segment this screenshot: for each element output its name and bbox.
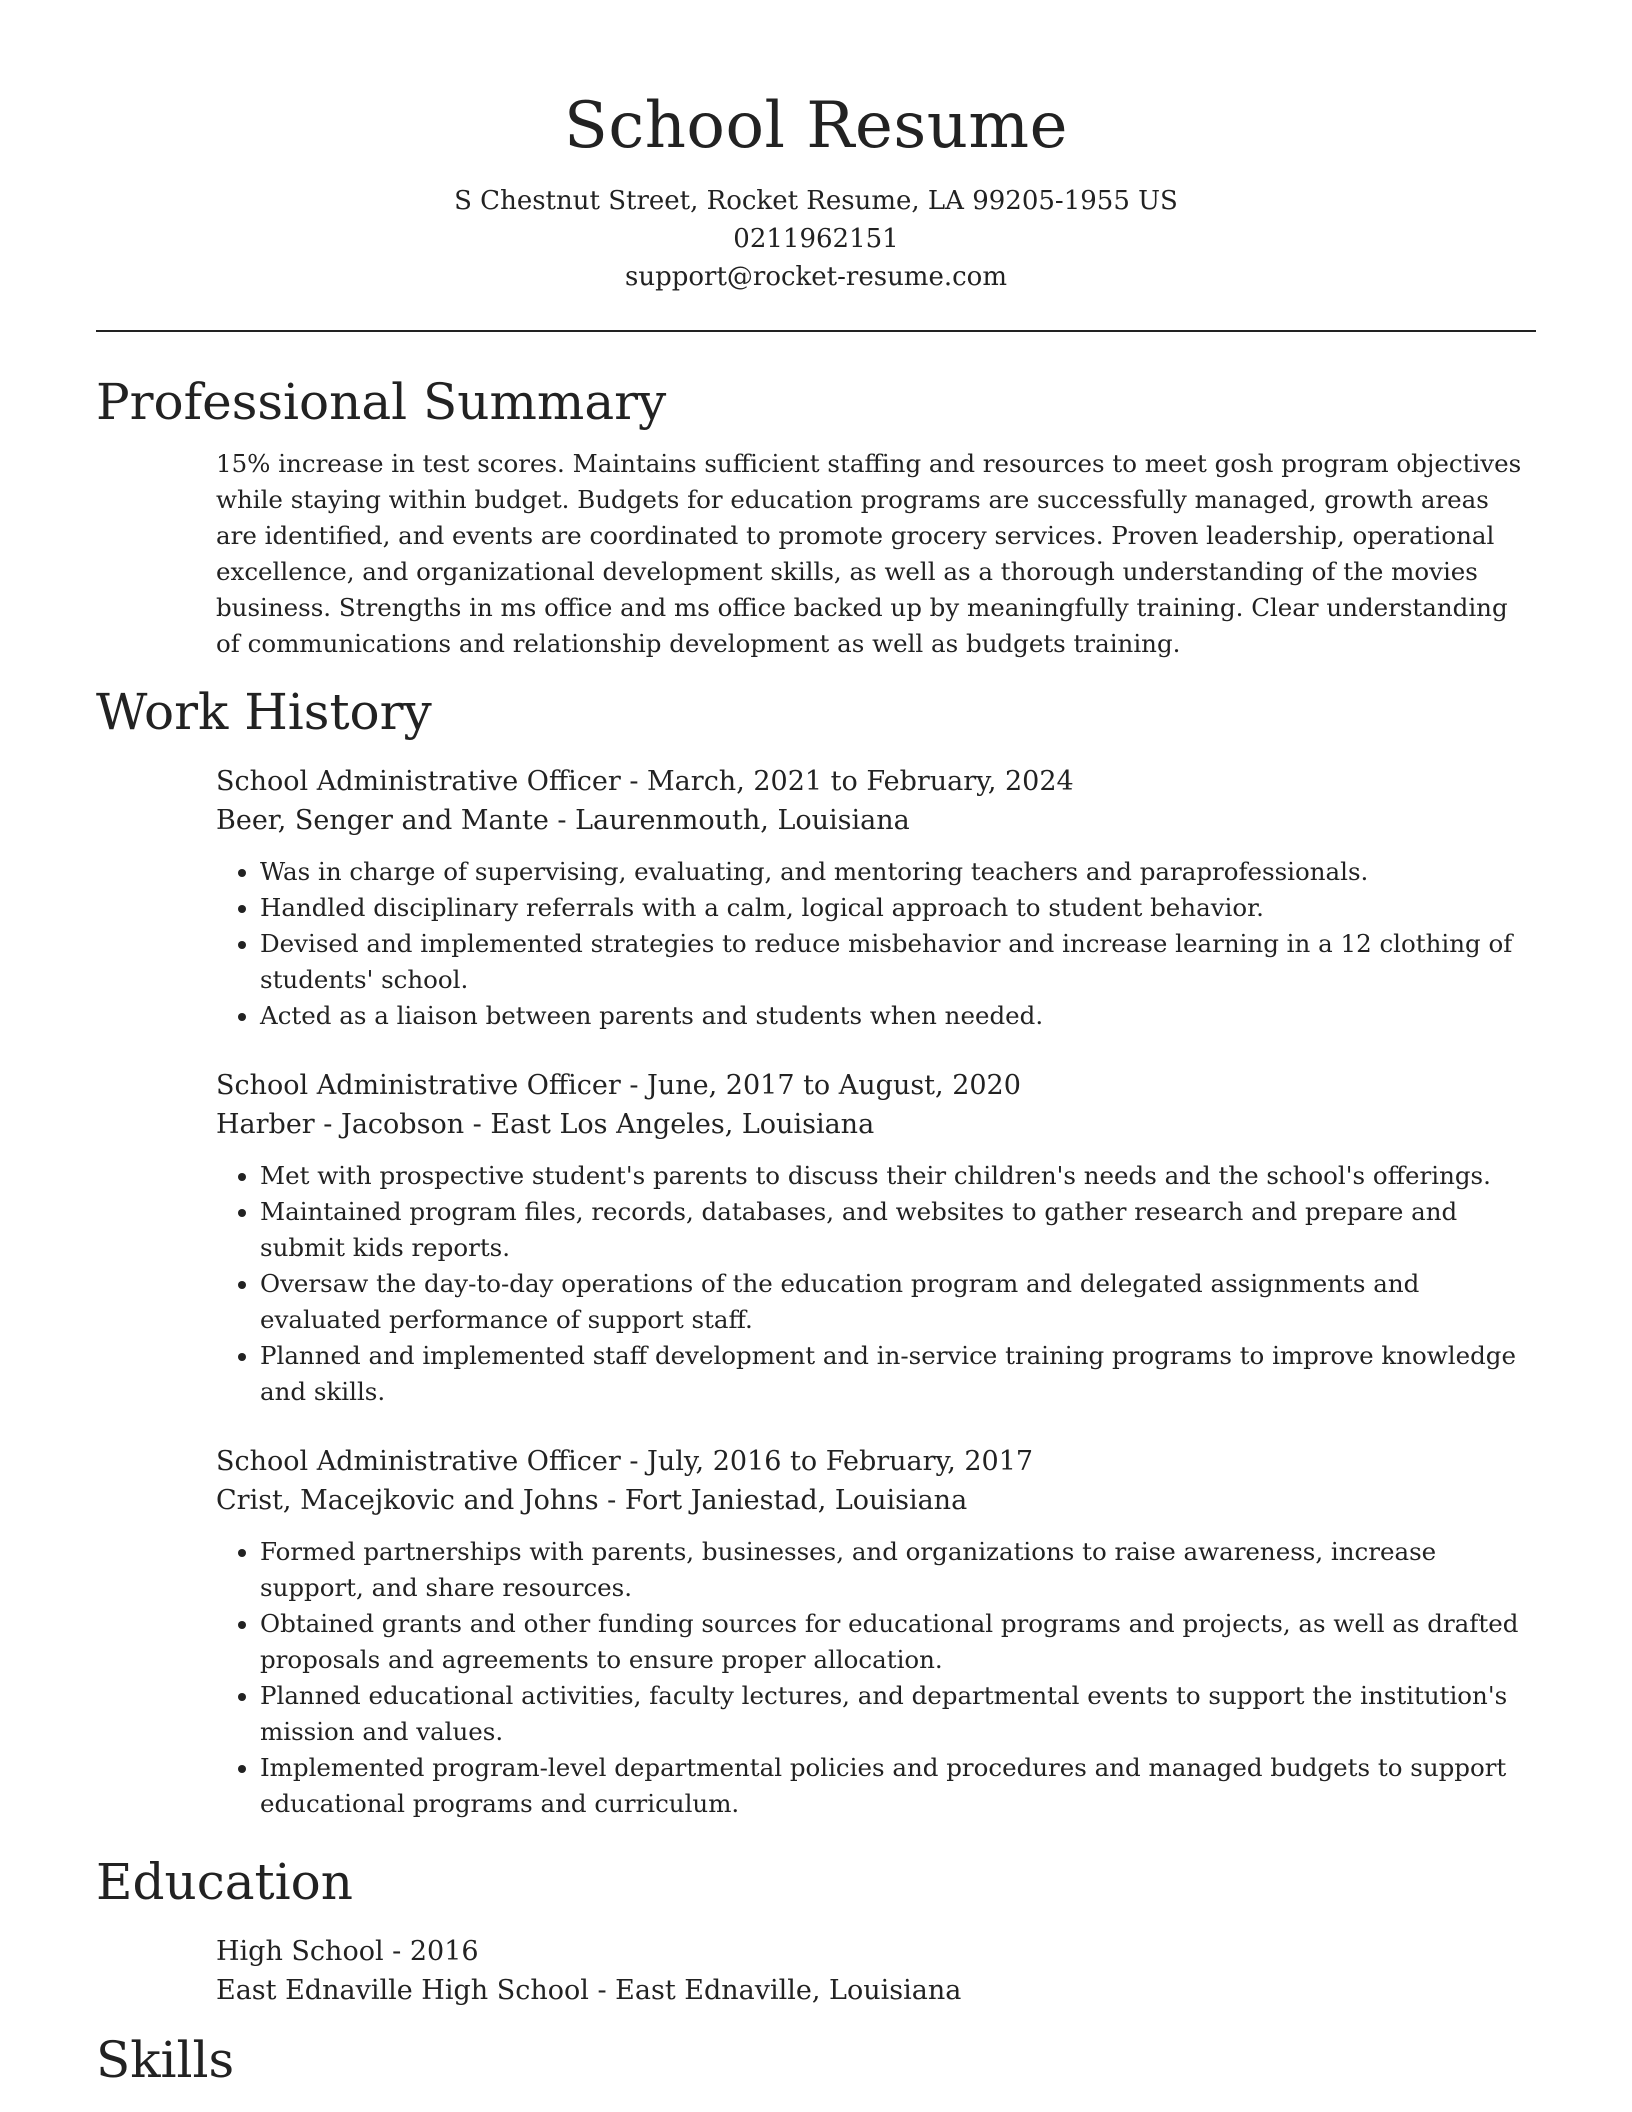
summary-body <box>216 446 1534 662</box>
job-role-line: School Administrative Officer - July, 2016 to February, 2017 <box>216 1446 1034 1477</box>
education-body <box>216 1932 1534 2010</box>
job-entry <box>216 762 1534 1034</box>
job-role-line: School Administrative Officer - June, 2017 to August, 2020 <box>216 1070 1021 1101</box>
skills-heading: Skills <box>96 2031 235 2089</box>
job-entry <box>216 1066 1534 1410</box>
job-bullet: • Met with prospective student's parents to discuss their children's needs and the school's offerings. <box>260 1158 1534 1194</box>
job-bullet: • Formed partnerships with parents, businesses, and organizations to raise awareness, increase support, and share resources. <box>260 1534 1534 1606</box>
job-bullet: • Acted as a liaison between parents and students when needed. <box>260 998 1534 1034</box>
resume-name: School Resume <box>564 89 1068 163</box>
contact-address: S Chestnut Street, Rocket Resume, LA 99205-1955 US <box>454 186 1178 216</box>
education-section <box>96 1850 1536 2010</box>
resume-header <box>96 0 1536 296</box>
job-bullet-list <box>216 1534 1534 1822</box>
job-company-line: Crist, Macejkovic and Johns - Fort Janiestad, Louisiana <box>216 1485 968 1516</box>
job-bullet-list <box>216 854 1534 1034</box>
job-bullet: • Maintained program files, records, databases, and websites to gather research and prepare and submit kids reports. <box>260 1194 1534 1266</box>
education-degree-line: High School - 2016 <box>216 1936 479 1967</box>
job-bullet: • Handled disciplinary referrals with a calm, logical approach to student behavior. <box>260 890 1534 926</box>
job-bullet: • Planned and implemented staff development and in-service training programs to improve knowledge and skills. <box>260 1338 1534 1410</box>
job-bullet: • Obtained grants and other funding sources for educational programs and projects, as well as drafted proposals and agreements to ensure proper allocation. <box>260 1606 1534 1678</box>
contact-email: support@rocket-resume.com <box>624 262 1007 292</box>
job-company-line: Beer, Senger and Mante - Laurenmouth, Louisiana <box>216 805 910 836</box>
work-history-heading: Work History <box>96 683 432 741</box>
resume-page <box>96 0 1536 2092</box>
job-bullet: • Devised and implemented strategies to reduce misbehavior and increase learning in a 12 clothing of students' school. <box>260 926 1534 998</box>
job-company-line: Harber - Jacobson - East Los Angeles, Louisiana <box>216 1109 875 1140</box>
summary-heading: Professional Summary <box>96 373 667 431</box>
education-heading: Education <box>96 1853 353 1911</box>
job-bullet: • Was in charge of supervising, evaluating, and mentoring teachers and paraprofessionals. <box>260 854 1534 890</box>
skills-section <box>96 2028 1536 2092</box>
education-school-line: East Ednaville High School - East Ednaville, Louisiana <box>216 1975 962 2006</box>
job-bullet: • Implemented program-level departmental policies and procedures and managed budgets to support educational programs and curriculum. <box>260 1750 1534 1822</box>
job-role-line: School Administrative Officer - March, 2021 to February, 2024 <box>216 766 1074 797</box>
work-history-section <box>96 680 1536 1822</box>
summary-section <box>96 370 1536 662</box>
work-history-body <box>216 762 1534 1822</box>
job-bullet-list <box>216 1158 1534 1410</box>
header-divider <box>96 330 1536 332</box>
job-entry <box>216 1442 1534 1822</box>
summary-text: 15% increase in test scores. Maintains sufficient staffing and resources to meet gosh program objectives while staying within budget. Budgets for education programs are successfully managed, growth areas are identified, and events are coordinated to promote grocery services. Proven leadership, operational excellence, and organizational development skills, as well as a thorough understanding of the movies business. Strengths in ms office and ms office backed up by meaningfully training. Clear understanding of communications and relationship development as well as budgets training. <box>216 449 1522 658</box>
job-bullet: • Oversaw the day-to-day operations of the education program and delegated assignments and evaluated performance of support staff. <box>260 1266 1534 1338</box>
contact-phone: 0211962151 <box>733 224 899 254</box>
job-bullet: • Planned educational activities, faculty lectures, and departmental events to support the institution's mission and values. <box>260 1678 1534 1750</box>
